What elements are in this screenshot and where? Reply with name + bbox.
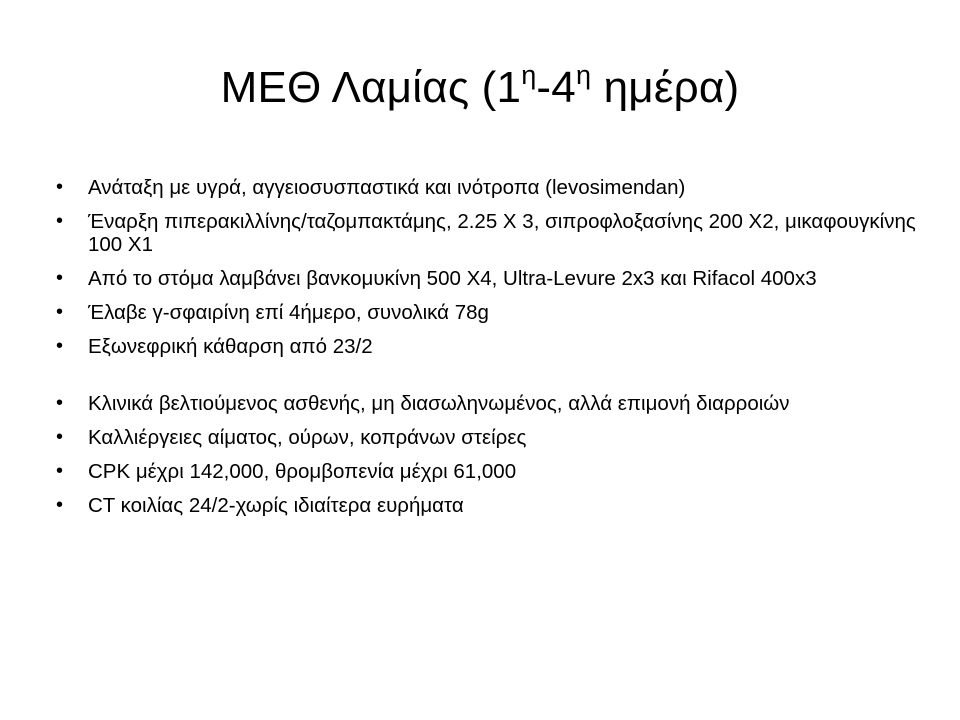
bullet-dot-icon: • — [56, 176, 64, 198]
bullet-text: CPK μέχρι 142,000, θρομβοπενία μέχρι 61,000 — [88, 460, 517, 483]
bullet-text: Έναρξη πιπερακιλλίνης/ταζομπακτάμης, 2.25 Χ 3, σιπροφλοξασίνης 200 Χ2, μικαφουγκίνης 100 Χ1 — [88, 210, 916, 256]
bullet-dot-icon: • — [56, 335, 64, 357]
bullet-dot-icon: • — [56, 210, 64, 232]
bullet-text: Από το στόμα λαμβάνει βανκομυκίνη 500 Χ4, Ultra-Levure 2x3 και Rifacol 400x3 — [88, 267, 817, 290]
bullet-item — [56, 267, 918, 290]
bullet-text: CT κοιλίας 24/2-χωρίς ιδιαίτερα ευρήματα — [88, 494, 464, 517]
bullet-item — [56, 426, 918, 449]
bullet-text: Καλλιέργειες αίματος, ούρων, κοπράνων στείρες — [88, 426, 527, 449]
bullet-list — [56, 176, 918, 528]
slide-title — [48, 52, 912, 124]
title-superscript-2: η — [575, 60, 592, 90]
title-text-middle: -4 — [536, 63, 576, 112]
bullet-item — [56, 335, 918, 358]
bullet-text: Έλαβε γ-σφαιρίνη επί 4ήμερο, συνολικά 78g — [88, 301, 489, 324]
title-text-before: ΜΕΘ Λαμίας (1 — [220, 63, 522, 112]
title-text-after: ημέρα) — [591, 63, 740, 112]
bullet-item — [56, 460, 918, 483]
bullet-item — [56, 210, 918, 256]
bullet-dot-icon: • — [56, 460, 64, 482]
bullet-item — [56, 494, 918, 517]
bullet-dot-icon: • — [56, 267, 64, 289]
bullet-item — [56, 176, 918, 199]
bullet-dot-icon: • — [56, 494, 64, 516]
bullet-text: Εξωνεφρική κάθαρση από 23/2 — [88, 335, 373, 358]
bullet-item — [56, 392, 918, 415]
bullet-dot-icon: • — [56, 392, 64, 414]
bullet-text: Κλινικά βελτιούμενος ασθενής, μη διασωληνωμένος, αλλά επιμονή διαρροιών — [88, 392, 790, 415]
bullet-dot-icon: • — [56, 301, 64, 323]
bullet-dot-icon: • — [56, 426, 64, 448]
title-superscript-1: η — [521, 60, 537, 90]
bullet-item — [56, 301, 918, 324]
bullet-text: Ανάταξη με υγρά, αγγειοσυσπαστικά και ινότροπα (levosimendan) — [88, 176, 686, 199]
